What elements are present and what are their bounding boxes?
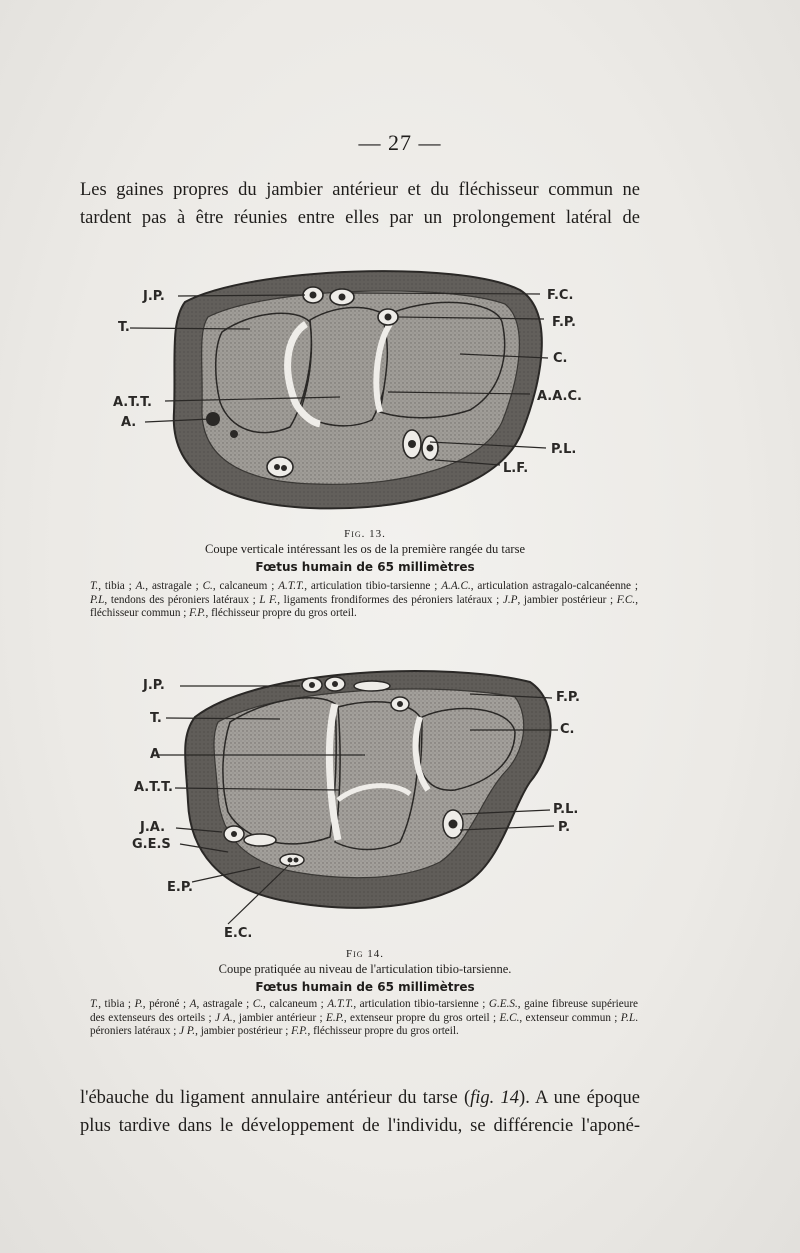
legend-abbrev: P.L bbox=[90, 593, 105, 606]
figure-13 bbox=[110, 262, 610, 522]
legend-text: , astragale ; bbox=[196, 998, 253, 1010]
tibia-bone bbox=[223, 698, 336, 844]
label-aac: A.A.C. bbox=[537, 389, 582, 404]
legend-abbrev: T. bbox=[90, 580, 99, 592]
label-att: A.T.T. bbox=[134, 780, 173, 795]
figure-number: Fig. 13. bbox=[344, 528, 386, 540]
label-fp: F.P. bbox=[552, 315, 576, 330]
legend-text: , calcaneum ; bbox=[263, 998, 328, 1010]
legend-text: . péroniers latéraux ; bbox=[90, 1011, 639, 1037]
legend-abbrev: T. bbox=[90, 998, 99, 1010]
label-ges: G.E.S bbox=[132, 837, 171, 852]
legend-abbrev: J P. bbox=[179, 1025, 196, 1037]
figure-subtitle: Fœtus humain de 65 millimètres bbox=[255, 560, 475, 574]
paragraph-bottom bbox=[80, 1084, 640, 1140]
legend-abbrev: E.P. bbox=[326, 1011, 344, 1024]
legend-text: , articulation astragalo-calcanéenne ; bbox=[470, 580, 638, 592]
label-att: A.T.T. bbox=[113, 395, 152, 410]
label-jp: J.P. bbox=[143, 289, 165, 304]
legend-text: , articulation tibio-tarsienne ; bbox=[304, 580, 442, 592]
label-lf: L.F. bbox=[503, 461, 529, 476]
figure-subtitle: Fœtus humain de 65 millimètres bbox=[255, 980, 475, 994]
legend-text: , fléchisseur propre du gros orteil. bbox=[307, 1025, 459, 1037]
legend-text: , fléchisseur propre du gros orteil. bbox=[205, 607, 357, 619]
label-jp: J.P. bbox=[143, 678, 165, 693]
legend-abbrev: J.P bbox=[502, 593, 518, 606]
legend-abbrev: E.C. bbox=[499, 1011, 520, 1024]
text-line: tardent pas à être réunies entre elles par un prolongement latéral de bbox=[80, 208, 640, 228]
legend-abbrev: F.C. bbox=[616, 593, 636, 606]
legend-abbrev: P.L bbox=[620, 1011, 636, 1024]
legend-abbrev: P. bbox=[134, 998, 143, 1010]
legend-abbrev: F.P. bbox=[189, 607, 206, 619]
legend-text: , fléchisseur commun ; bbox=[90, 593, 638, 619]
legend-abbrev: C. bbox=[202, 580, 213, 592]
label-pl: P.L. bbox=[551, 442, 577, 457]
legend-abbrev: A. bbox=[135, 580, 146, 592]
text-run: ). A une époque bbox=[519, 1088, 640, 1108]
legend-text: , gaine fibreuse supérieure des extenseurs des orteils ; bbox=[90, 998, 639, 1024]
figure-number: Fig 14. bbox=[345, 948, 385, 960]
label-c: C. bbox=[560, 722, 575, 737]
legend-text: , articulation tibio-tarsienne ; bbox=[353, 998, 489, 1010]
legend-text: , extenseur propre du gros orteil ; bbox=[343, 1011, 500, 1024]
label-fp: F.P. bbox=[556, 690, 580, 705]
legend-abbrev: A.T.T. bbox=[278, 580, 305, 592]
legend-text: , calcaneum ; bbox=[212, 580, 279, 592]
figure-14-caption bbox=[90, 948, 640, 994]
text-line: plus tardive dans le développement de l'individu, se différencie l'aponé- bbox=[80, 1116, 640, 1136]
text-run: l'ébauche du ligament annulaire antérieur du tarse ( bbox=[80, 1088, 471, 1108]
label-t: T. bbox=[118, 320, 130, 335]
figure-13-drawing bbox=[110, 262, 610, 522]
legend-text: , jambier postérieur ; bbox=[517, 593, 617, 606]
label-ec: E.C. bbox=[224, 926, 253, 941]
label-ep: E.P. bbox=[167, 880, 193, 895]
label-ja: J.A. bbox=[140, 820, 166, 835]
label-p: P. bbox=[558, 820, 571, 835]
legend-text: , tibia ; bbox=[98, 580, 136, 592]
figure-14-legend bbox=[90, 998, 638, 1039]
legend-text: , astragale ; bbox=[145, 580, 203, 592]
label-fc: F.C. bbox=[547, 288, 574, 303]
legend-text: , jambier postérieur ; bbox=[195, 1025, 292, 1037]
figure-title: Coupe verticale intéressant les os de la première rangée du tarse bbox=[204, 542, 525, 556]
legend-abbrev: A.T.T. bbox=[327, 998, 354, 1010]
legend-abbrev: A.A.C. bbox=[441, 580, 471, 592]
figure-13-caption bbox=[90, 528, 640, 574]
label-a: A bbox=[150, 747, 161, 762]
legend-abbrev: A bbox=[189, 998, 197, 1010]
label-c: C. bbox=[553, 351, 568, 366]
text-line: Les gaines propres du jambier antérieur et du fléchisseur commun ne bbox=[80, 180, 640, 200]
legend-text: , péroné ; bbox=[142, 998, 190, 1010]
legend-text: , ligaments frondiformes des péroniers latéraux ; bbox=[277, 593, 503, 606]
figure-13-legend bbox=[90, 580, 638, 621]
legend-abbrev: L F. bbox=[259, 593, 278, 606]
legend-abbrev: C. bbox=[252, 998, 264, 1010]
legend-text: , tendons des péroniers latéraux ; bbox=[104, 593, 260, 606]
legend-text: , jambier antérieur ; bbox=[232, 1011, 327, 1024]
page-number: — 27 — bbox=[358, 130, 442, 155]
legend-text: , extenseur commun ; bbox=[519, 1011, 621, 1024]
figure-reference: fig. 14 bbox=[470, 1088, 520, 1108]
label-t: T. bbox=[150, 711, 162, 726]
label-a: A. bbox=[121, 415, 137, 430]
legend-abbrev: G.E.S. bbox=[488, 998, 518, 1010]
legend-abbrev: J A. bbox=[214, 1011, 233, 1024]
label-pl: P.L. bbox=[553, 802, 579, 817]
figure-14-drawing bbox=[110, 662, 610, 944]
text-line bbox=[80, 1084, 640, 1112]
paragraph-top bbox=[80, 176, 640, 232]
legend-text: , tibia ; bbox=[98, 998, 135, 1010]
figure-14 bbox=[110, 662, 610, 944]
legend-abbrev: F.P. bbox=[291, 1025, 308, 1037]
figure-title: Coupe pratiquée au niveau de l'articulation tibio-tarsienne. bbox=[218, 962, 512, 976]
